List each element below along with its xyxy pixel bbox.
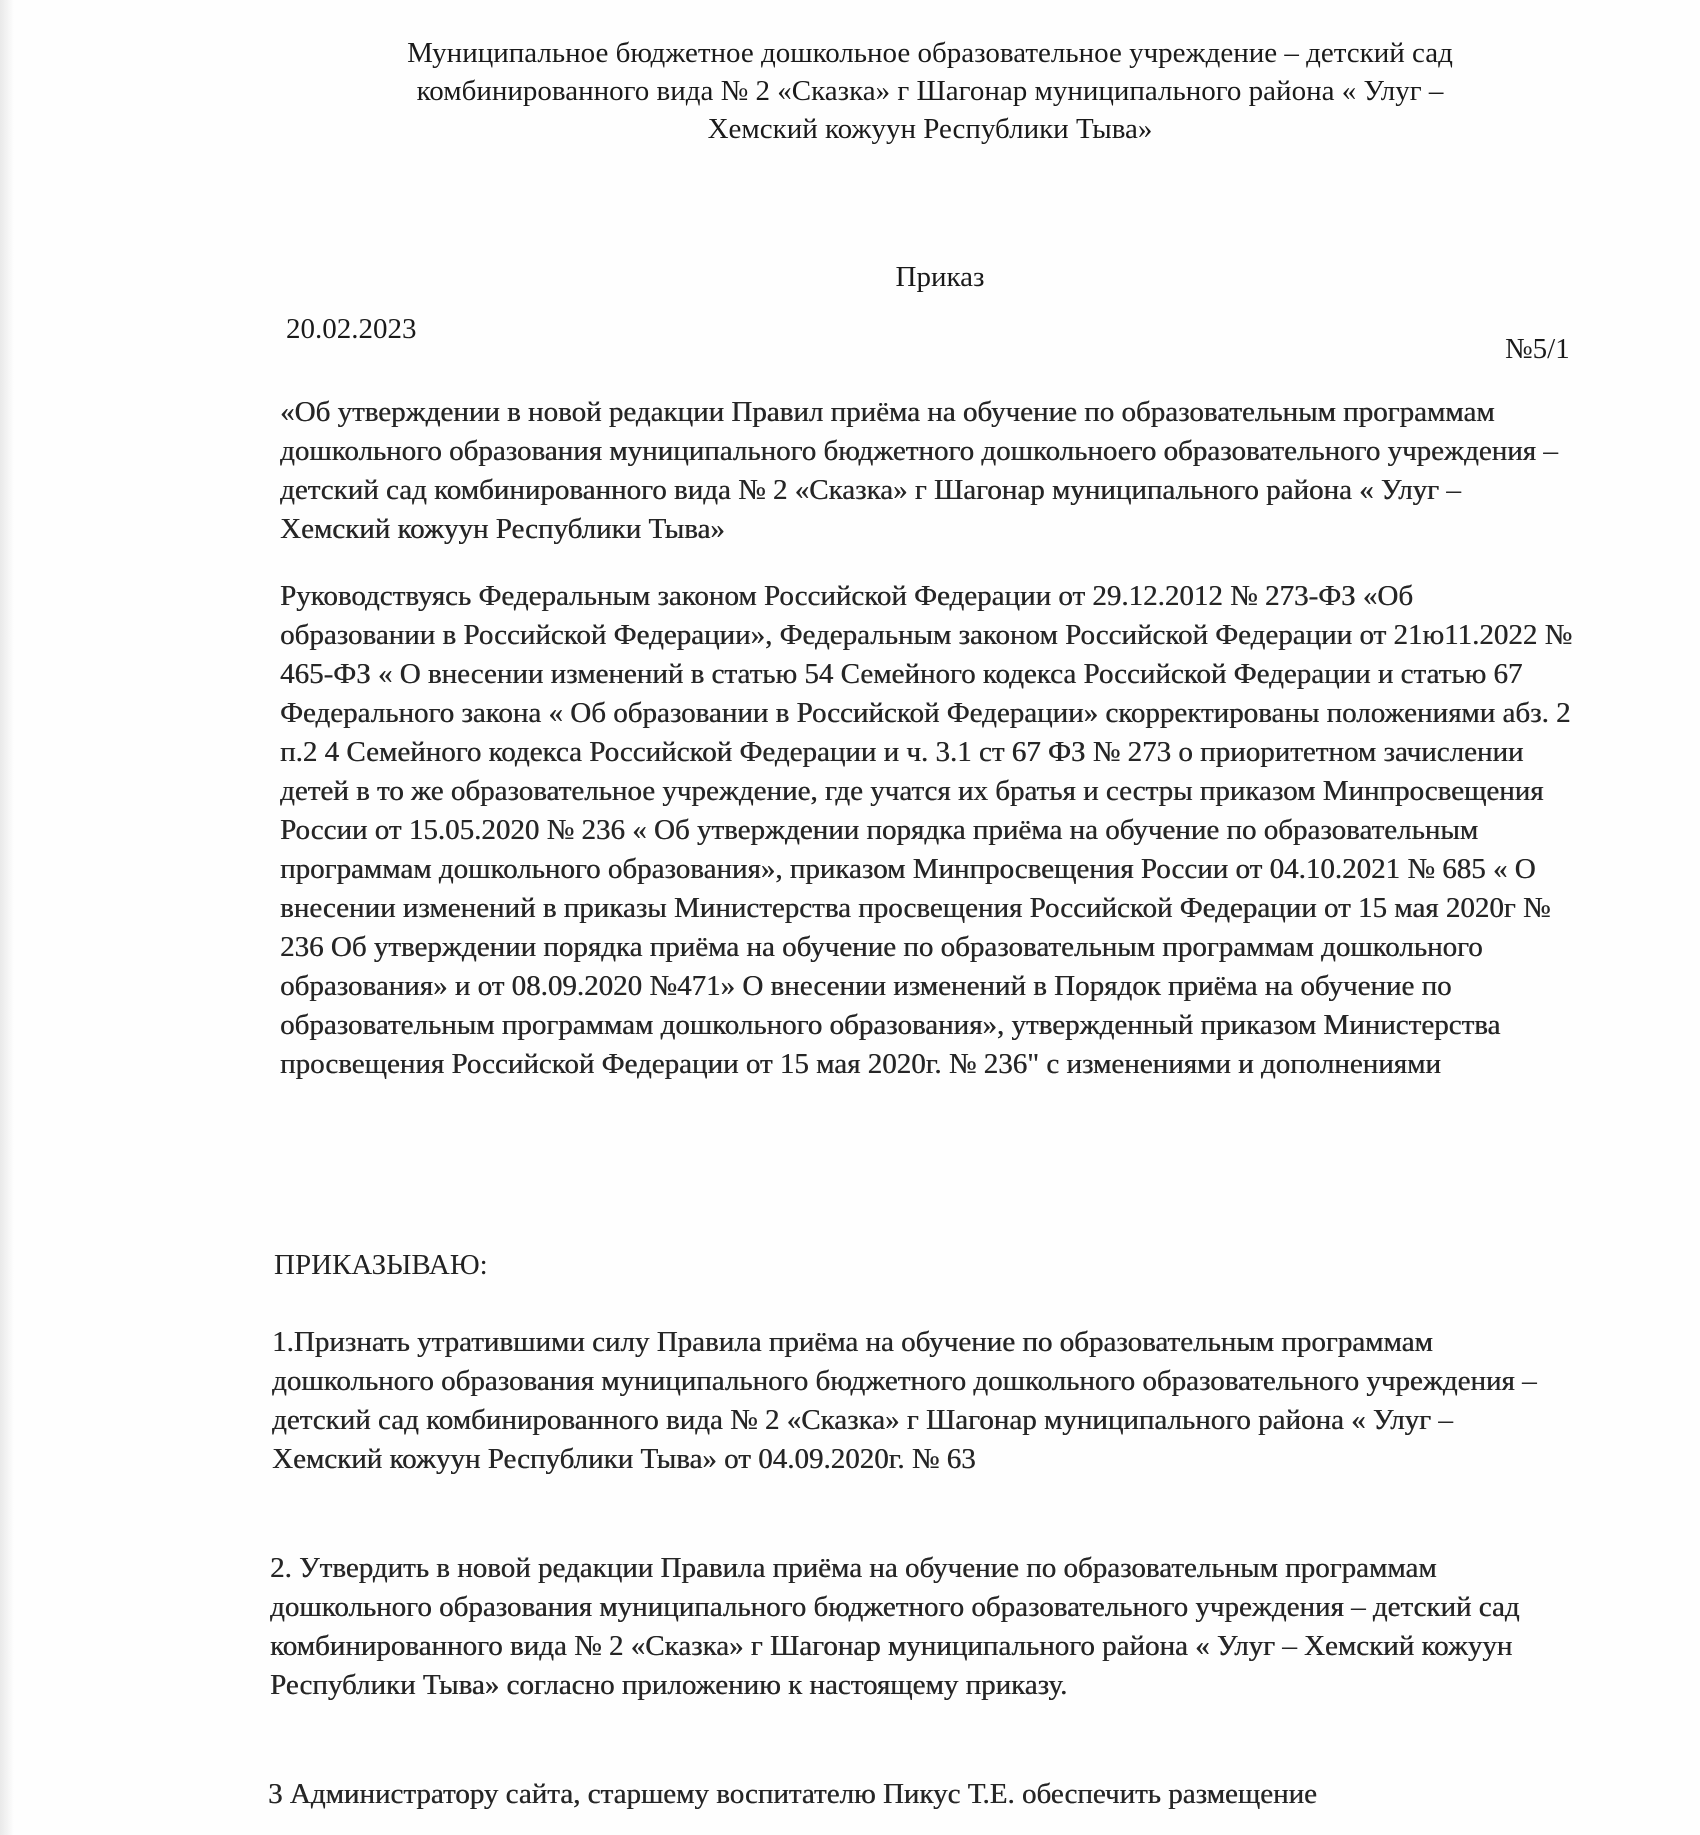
order-title: Приказ [895,261,985,293]
order-item-3: 3 Администратору сайта, старшему воспитателю Пикус Т.Е. обеспечить размещение [268,1778,1317,1810]
header-line-3: Хемский кожуун Республики Тыва» [707,113,1153,145]
order-directive-heading: ПРИКАЗЫВАЮ: [274,1249,488,1281]
institution-header [300,34,1560,148]
order-date: 20.02.2023 [286,313,417,345]
header-line-1: Муниципальное бюджетное дошкольное образовательное учреждение – детский сад [407,37,1453,69]
header-line-2: комбинированного вида № 2 «Сказка» г Шагонар муниципального района « Улуг – [416,75,1444,107]
legal-basis-paragraph: Руководствуясь Федеральным законом Российской Федерации от 29.12.2012 № 273-ФЗ «Об образовании в Российской Федерации», Федеральным законом Российской Федерации от 21ю11.2022 № 465-ФЗ « О внесении изменений в статью 54 Семейного кодекса Российской Федерации и статью 67 Федерального закона « Об образовании в Российской Федерации» скорректированы положениями абз. 2 п.2 4 Семейного кодекса Российской Федерации и ч. 3.1 ст 67 ФЗ № 273 о приоритетном зачислении детей в то же образовательное учреждение, где учатся их братья и сестры приказом Минпросвещения России от 15.05.2020 № 236 « Об утверждении порядка приёма на обучение по образовательным программам дошкольного образования», приказом Минпросвещения России от 04.10.2021 № 685 « О внесении изменений в приказы Министерства просвещения Российской Федерации от 15 мая 2020г № 236 Об утверждении порядка приёма на обучение по образовательным программам дошкольного образования» и от 08.09.2020 №471» О внесении изменений в Порядок приёма на обучение по образовательным программам дошкольного образования», утвержденный приказом Министерства просвещения Российской Федерации от 15 мая 2020г. № 236" с изменениями и дополнениями [280,580,1573,1080]
order-item-2: 2. Утвердить в новой редакции Правила приёма на обучение по образовательным программам дошкольного образования муниципального бюджетного образовательного учреждения – детский сад комбинированного вида № 2 «Сказка» г Шагонар муниципального района « Улуг – Хемский кожуун Республики Тыва» согласно приложению к настоящему приказу. [270,1552,1520,1701]
order-number: №5/1 [1505,333,1570,365]
order-subject: «Об утверждении в новой редакции Правил приёма на обучение по образовательным программам дошкольного образования муниципального бюджетного дошкольноего образовательного учреждения – детский сад комбинированного вида № 2 «Сказка» г Шагонар муниципального района « Улуг – Хемский кожуун Республики Тыва» [280,396,1558,545]
order-item-1: 1.Признать утратившими силу Правила приёма на обучение по образовательным программам дошкольного образования муниципального бюджетного дошкольного образовательного учреждения – детский сад комбинированного вида № 2 «Сказка» г Шагонар муниципального района « Улуг – Хемский кожуун Республики Тыва» от 04.09.2020г. № 63 [272,1326,1537,1475]
